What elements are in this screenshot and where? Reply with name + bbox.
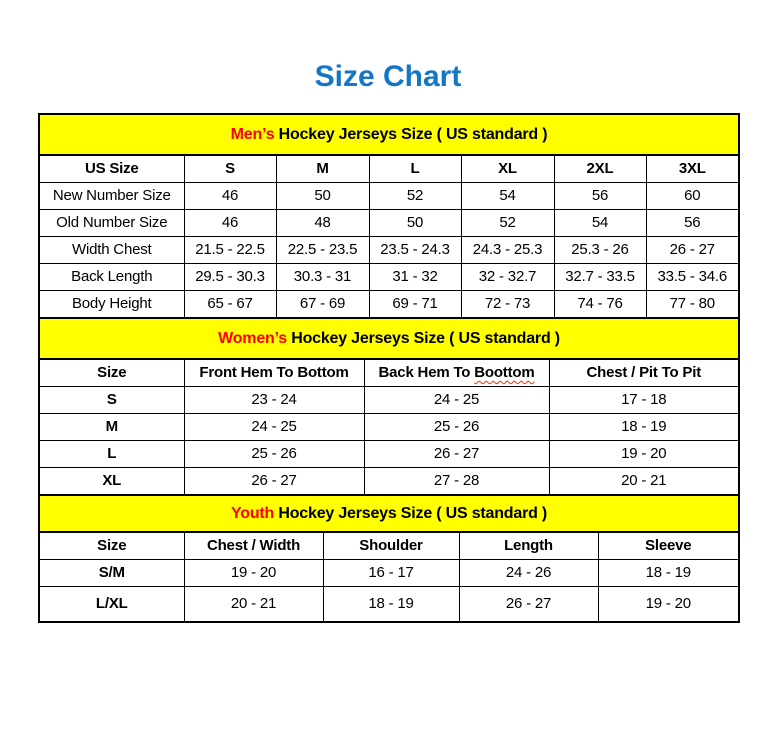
column-header: Chest / Width: [184, 532, 323, 560]
row-label: S: [39, 387, 184, 414]
row-label: L: [39, 441, 184, 468]
row-label: Body Height: [39, 291, 184, 319]
table-row: [39, 291, 739, 319]
banner-highlight: Men’s: [230, 126, 275, 143]
table-row: [39, 264, 739, 291]
table-cell: 22.5 - 23.5: [276, 237, 369, 264]
table-cell: 20 - 21: [184, 587, 323, 623]
table-row: [39, 441, 739, 468]
page-title: Size Chart: [314, 60, 462, 93]
table-cell: 21.5 - 22.5: [184, 237, 276, 264]
table-cell: 29.5 - 30.3: [184, 264, 276, 291]
column-header: Back Hem To Boottom: [364, 359, 549, 387]
table-cell: 18 - 19: [549, 414, 739, 441]
table-cell: 16 - 17: [323, 560, 459, 587]
table-cell: 23.5 - 24.3: [369, 237, 461, 264]
table-cell: 25 - 26: [184, 441, 364, 468]
table-cell: 18 - 19: [598, 560, 739, 587]
table-cell: 26 - 27: [646, 237, 739, 264]
column-header: Size: [39, 532, 184, 560]
table-cell: 54: [554, 210, 646, 237]
table-cell: 24 - 26: [459, 560, 598, 587]
table-cell: 50: [369, 210, 461, 237]
table-row: [39, 587, 739, 623]
youth-header-row: [39, 532, 739, 560]
table-cell: 20 - 21: [549, 468, 739, 496]
table-cell: 69 - 71: [369, 291, 461, 319]
table-row: [39, 387, 739, 414]
table-cell: 32 - 32.7: [461, 264, 554, 291]
table-cell: 27 - 28: [364, 468, 549, 496]
table-cell: 77 - 80: [646, 291, 739, 319]
youth-size-table: [38, 494, 740, 623]
row-label: Old Number Size: [39, 210, 184, 237]
row-label: M: [39, 414, 184, 441]
table-cell: 26 - 27: [459, 587, 598, 623]
mens-size-table: [38, 113, 740, 319]
mens-banner-row: [39, 114, 739, 155]
column-header: L: [369, 155, 461, 183]
column-header: Front Hem To Bottom: [184, 359, 364, 387]
table-cell: 19 - 20: [184, 560, 323, 587]
table-cell: 60: [646, 183, 739, 210]
row-label: Back Length: [39, 264, 184, 291]
table-cell: 24 - 25: [364, 387, 549, 414]
youth-banner: Youth Hockey Jerseys Size ( US standard ): [39, 495, 739, 532]
table-row: [39, 414, 739, 441]
womens-header-row: [39, 359, 739, 387]
table-cell: 25.3 - 26: [554, 237, 646, 264]
table-cell: 46: [184, 210, 276, 237]
mens-banner: Men’s Hockey Jerseys Size ( US standard ): [39, 114, 739, 155]
column-header: 2XL: [554, 155, 646, 183]
table-cell: 74 - 76: [554, 291, 646, 319]
table-cell: 33.5 - 34.6: [646, 264, 739, 291]
table-cell: 32.7 - 33.5: [554, 264, 646, 291]
table-cell: 48: [276, 210, 369, 237]
column-header: US Size: [39, 155, 184, 183]
column-header: Chest / Pit To Pit: [549, 359, 739, 387]
column-header: 3XL: [646, 155, 739, 183]
row-label: XL: [39, 468, 184, 496]
column-header: Length: [459, 532, 598, 560]
table-cell: 50: [276, 183, 369, 210]
womens-banner: Women’s Hockey Jerseys Size ( US standard ): [39, 318, 739, 359]
row-label: Width Chest: [39, 237, 184, 264]
column-header: S: [184, 155, 276, 183]
table-row: [39, 468, 739, 496]
table-row: [39, 210, 739, 237]
table-cell: 30.3 - 31: [276, 264, 369, 291]
table-cell: 23 - 24: [184, 387, 364, 414]
table-cell: 25 - 26: [364, 414, 549, 441]
table-cell: 52: [461, 210, 554, 237]
banner-highlight: Women’s: [218, 330, 287, 347]
table-cell: 31 - 32: [369, 264, 461, 291]
mens-header-row: [39, 155, 739, 183]
table-row: [39, 560, 739, 587]
row-label: New Number Size: [39, 183, 184, 210]
table-cell: 54: [461, 183, 554, 210]
table-row: [39, 183, 739, 210]
table-cell: 56: [646, 210, 739, 237]
womens-banner-row: [39, 318, 739, 359]
table-cell: 26 - 27: [184, 468, 364, 496]
column-header: M: [276, 155, 369, 183]
column-header: Shoulder: [323, 532, 459, 560]
column-header: XL: [461, 155, 554, 183]
table-cell: 56: [554, 183, 646, 210]
column-header: Size: [39, 359, 184, 387]
table-cell: 19 - 20: [549, 441, 739, 468]
table-cell: 24.3 - 25.3: [461, 237, 554, 264]
table-cell: 24 - 25: [184, 414, 364, 441]
row-label: L/XL: [39, 587, 184, 623]
table-cell: 18 - 19: [323, 587, 459, 623]
table-cell: 26 - 27: [364, 441, 549, 468]
table-cell: 65 - 67: [184, 291, 276, 319]
womens-size-table: [38, 317, 740, 496]
size-chart: [38, 113, 738, 623]
column-header: Sleeve: [598, 532, 739, 560]
row-label: S/M: [39, 560, 184, 587]
table-cell: 17 - 18: [549, 387, 739, 414]
table-cell: 46: [184, 183, 276, 210]
table-cell: 72 - 73: [461, 291, 554, 319]
table-row: [39, 237, 739, 264]
table-cell: 19 - 20: [598, 587, 739, 623]
table-cell: 52: [369, 183, 461, 210]
youth-banner-row: [39, 495, 739, 532]
misspelled-word: Boottom: [474, 364, 535, 381]
table-cell: 67 - 69: [276, 291, 369, 319]
banner-highlight: Youth: [230, 505, 275, 522]
